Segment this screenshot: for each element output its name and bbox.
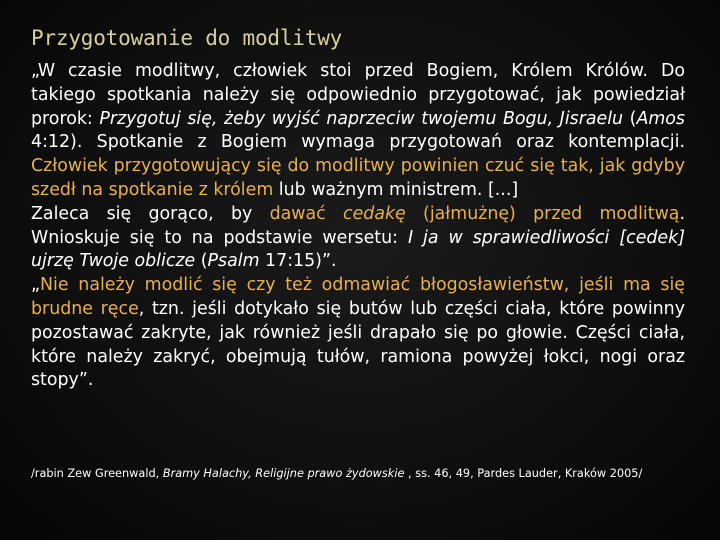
text-span: ( (623, 108, 637, 129)
highlight-text: Nie należy modlić się czy też odmawiać błogosławieństw, jeśli ma się brudne ręce (31, 275, 685, 319)
text-span: Zaleca się gorąco, by (31, 203, 270, 224)
text-span: 4:12). Spotkanie z Bogiem wymaga przygotowań oraz kontemplacji. (31, 132, 685, 153)
footnote-author: /rabin Zew Greenwald, (31, 467, 163, 480)
footnote-details: , ss. 46, 49, Pardes Lauder, Kraków 2005/ (404, 467, 643, 480)
slide-body (31, 60, 685, 393)
text-span: lub ważnym ministrem. [...] (273, 179, 519, 200)
slide-title: Przygotowanie do modlitwy (31, 26, 343, 50)
paragraph-1 (31, 60, 685, 203)
text-span: . Wnioskuje się to na podstawie wersetu: (31, 203, 685, 248)
source-amos: Amos (636, 108, 685, 129)
text-span: 17:15)”. (259, 251, 337, 272)
source-psalm: Psalm (207, 251, 260, 272)
highlight-text: (jałmużnę) przed modlitwą (405, 203, 680, 224)
text-span: „ (31, 275, 41, 296)
text-span: „W czasie modlitwy, człowiek stoi przed Bogiem, Królem Królów. Do takiego spotkania należy się odpowiednio przygotować, jak powiedział prorok: (31, 61, 685, 129)
highlight-text: dawać (269, 203, 344, 224)
highlight-text: Człowiek przygotowujący się do modlitwy powinien czuć się tak, jak gdyby szedł na spotkanie z królem (31, 156, 685, 200)
source-footnote (31, 465, 691, 483)
text-span: , tzn. jeśli dotykało się butów lub części ciała, które powinny pozostawać zakryte, jak również jeśli drapało się po głowie. Części ciała, które należy zakryć, obejmują tułów, ramiona powyżej łokci, nogi oraz stopy”. (31, 298, 685, 391)
paragraph-2 (31, 203, 685, 274)
paragraph-3 (31, 274, 685, 393)
quote-amos: Przygotuj się, żeby wyjść naprzeciw twojemu Bogu, Jisraelu (99, 108, 624, 129)
text-span: ( (195, 251, 208, 272)
quote-psalm: I ja w sprawiedliwości [cedek] ujrzę Twoje oblicze (31, 227, 685, 272)
highlight-text-italic: cedakę (343, 203, 406, 224)
footnote-book-title: Bramy Halachy, Religijne prawo żydowskie (162, 467, 405, 480)
